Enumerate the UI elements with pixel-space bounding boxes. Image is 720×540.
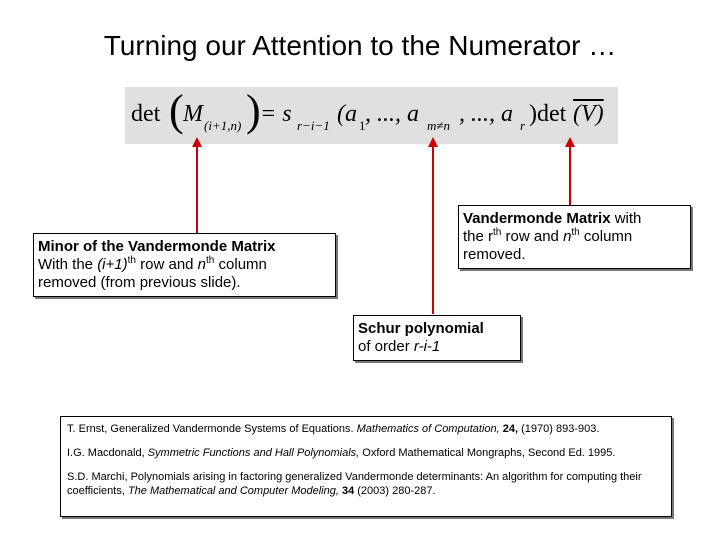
- am: , ..., a: [365, 101, 419, 127]
- vandermonde-rest1: with: [610, 210, 642, 227]
- references-box: [60, 416, 672, 517]
- arrow-right: [569, 146, 571, 206]
- minor-label-box: [33, 233, 336, 297]
- ref3-journal: The Mathematical and Computer Modeling,: [127, 485, 339, 497]
- minor-line2g: column: [214, 256, 267, 273]
- rparen: ): [246, 86, 261, 135]
- ref3-authors: S.D. Marchi, Polynomials arising in factoring generalized Vandermonde determinants: An algorithm for computing their coefficients,: [67, 471, 642, 497]
- matrix-M: M: [183, 101, 203, 127]
- schur-subscript: r−i−1: [297, 118, 330, 133]
- minor-title: Minor of the Vandermonde Matrix: [38, 238, 276, 255]
- ref1-journal: Mathematics of Computation,: [356, 423, 500, 435]
- am-subscript: m≠n: [427, 118, 451, 133]
- ref1-authors: T. Ernst, Generalized Vandermonde Systems of Equations.: [67, 423, 357, 435]
- a1: (a: [337, 101, 357, 127]
- minor-line2e: n: [197, 256, 207, 273]
- ref1-pages: (1970) 893-903.: [518, 423, 600, 435]
- ref2-publisher: Oxford Mathematical Mongraphs, Second Ed. 1995.: [359, 447, 616, 459]
- vandermonde-V: (V): [573, 101, 604, 127]
- det-left: det: [131, 101, 161, 127]
- det-right: )det: [529, 101, 567, 127]
- vandermonde-line2f: column: [579, 228, 633, 245]
- schur-title: Schur polynomial: [358, 320, 484, 337]
- ar: , ..., a: [459, 101, 513, 127]
- arrow-middle: [432, 146, 434, 314]
- ar-subscript: r: [520, 118, 526, 133]
- schur-line2a: of order: [358, 338, 414, 355]
- minor-line2c: th: [127, 255, 136, 266]
- minor-line2f: th: [206, 255, 215, 266]
- ref3-volume: 34: [338, 485, 355, 497]
- vandermonde-line3: removed.: [463, 246, 526, 263]
- lparen: (: [169, 86, 184, 135]
- reference-3: [67, 470, 665, 498]
- reference-1: [67, 422, 665, 436]
- reference-2: [67, 446, 665, 460]
- minor-line3: removed (from previous slide).: [38, 274, 241, 291]
- schur-label-box: [353, 315, 521, 361]
- vandermonde-line2c: row and: [501, 228, 564, 245]
- minor-line2b: (i+1): [97, 256, 128, 273]
- vandermonde-line2e: th: [571, 227, 580, 238]
- vandermonde-title: Vandermonde Matrix: [463, 210, 611, 227]
- ref2-author: I.G. Macdonald,: [67, 447, 148, 459]
- matrix-M-subscript: (i+1,n): [204, 118, 242, 133]
- ref3-pages: (2003) 280-287.: [354, 485, 436, 497]
- slide-title: Turning our Attention to the Numerator …: [103, 30, 617, 61]
- vandermonde-line2a: the r: [463, 228, 494, 245]
- vandermonde-line2b: th: [493, 227, 502, 238]
- minor-line2a: With the: [38, 256, 98, 273]
- minor-line2d: row and: [135, 256, 198, 273]
- a1-subscript: 1: [359, 118, 366, 133]
- vandermonde-label-box: [458, 205, 691, 269]
- schur-s: = s: [260, 101, 292, 127]
- vandermonde-line2d: n: [563, 228, 572, 245]
- ref1-volume: 24,: [499, 423, 519, 435]
- formula: [125, 87, 618, 144]
- arrow-left: [196, 146, 198, 234]
- ref2-title: Symmetric Functions and Hall Polynomials,: [147, 447, 360, 459]
- schur-line2b: r-i-1: [413, 338, 441, 355]
